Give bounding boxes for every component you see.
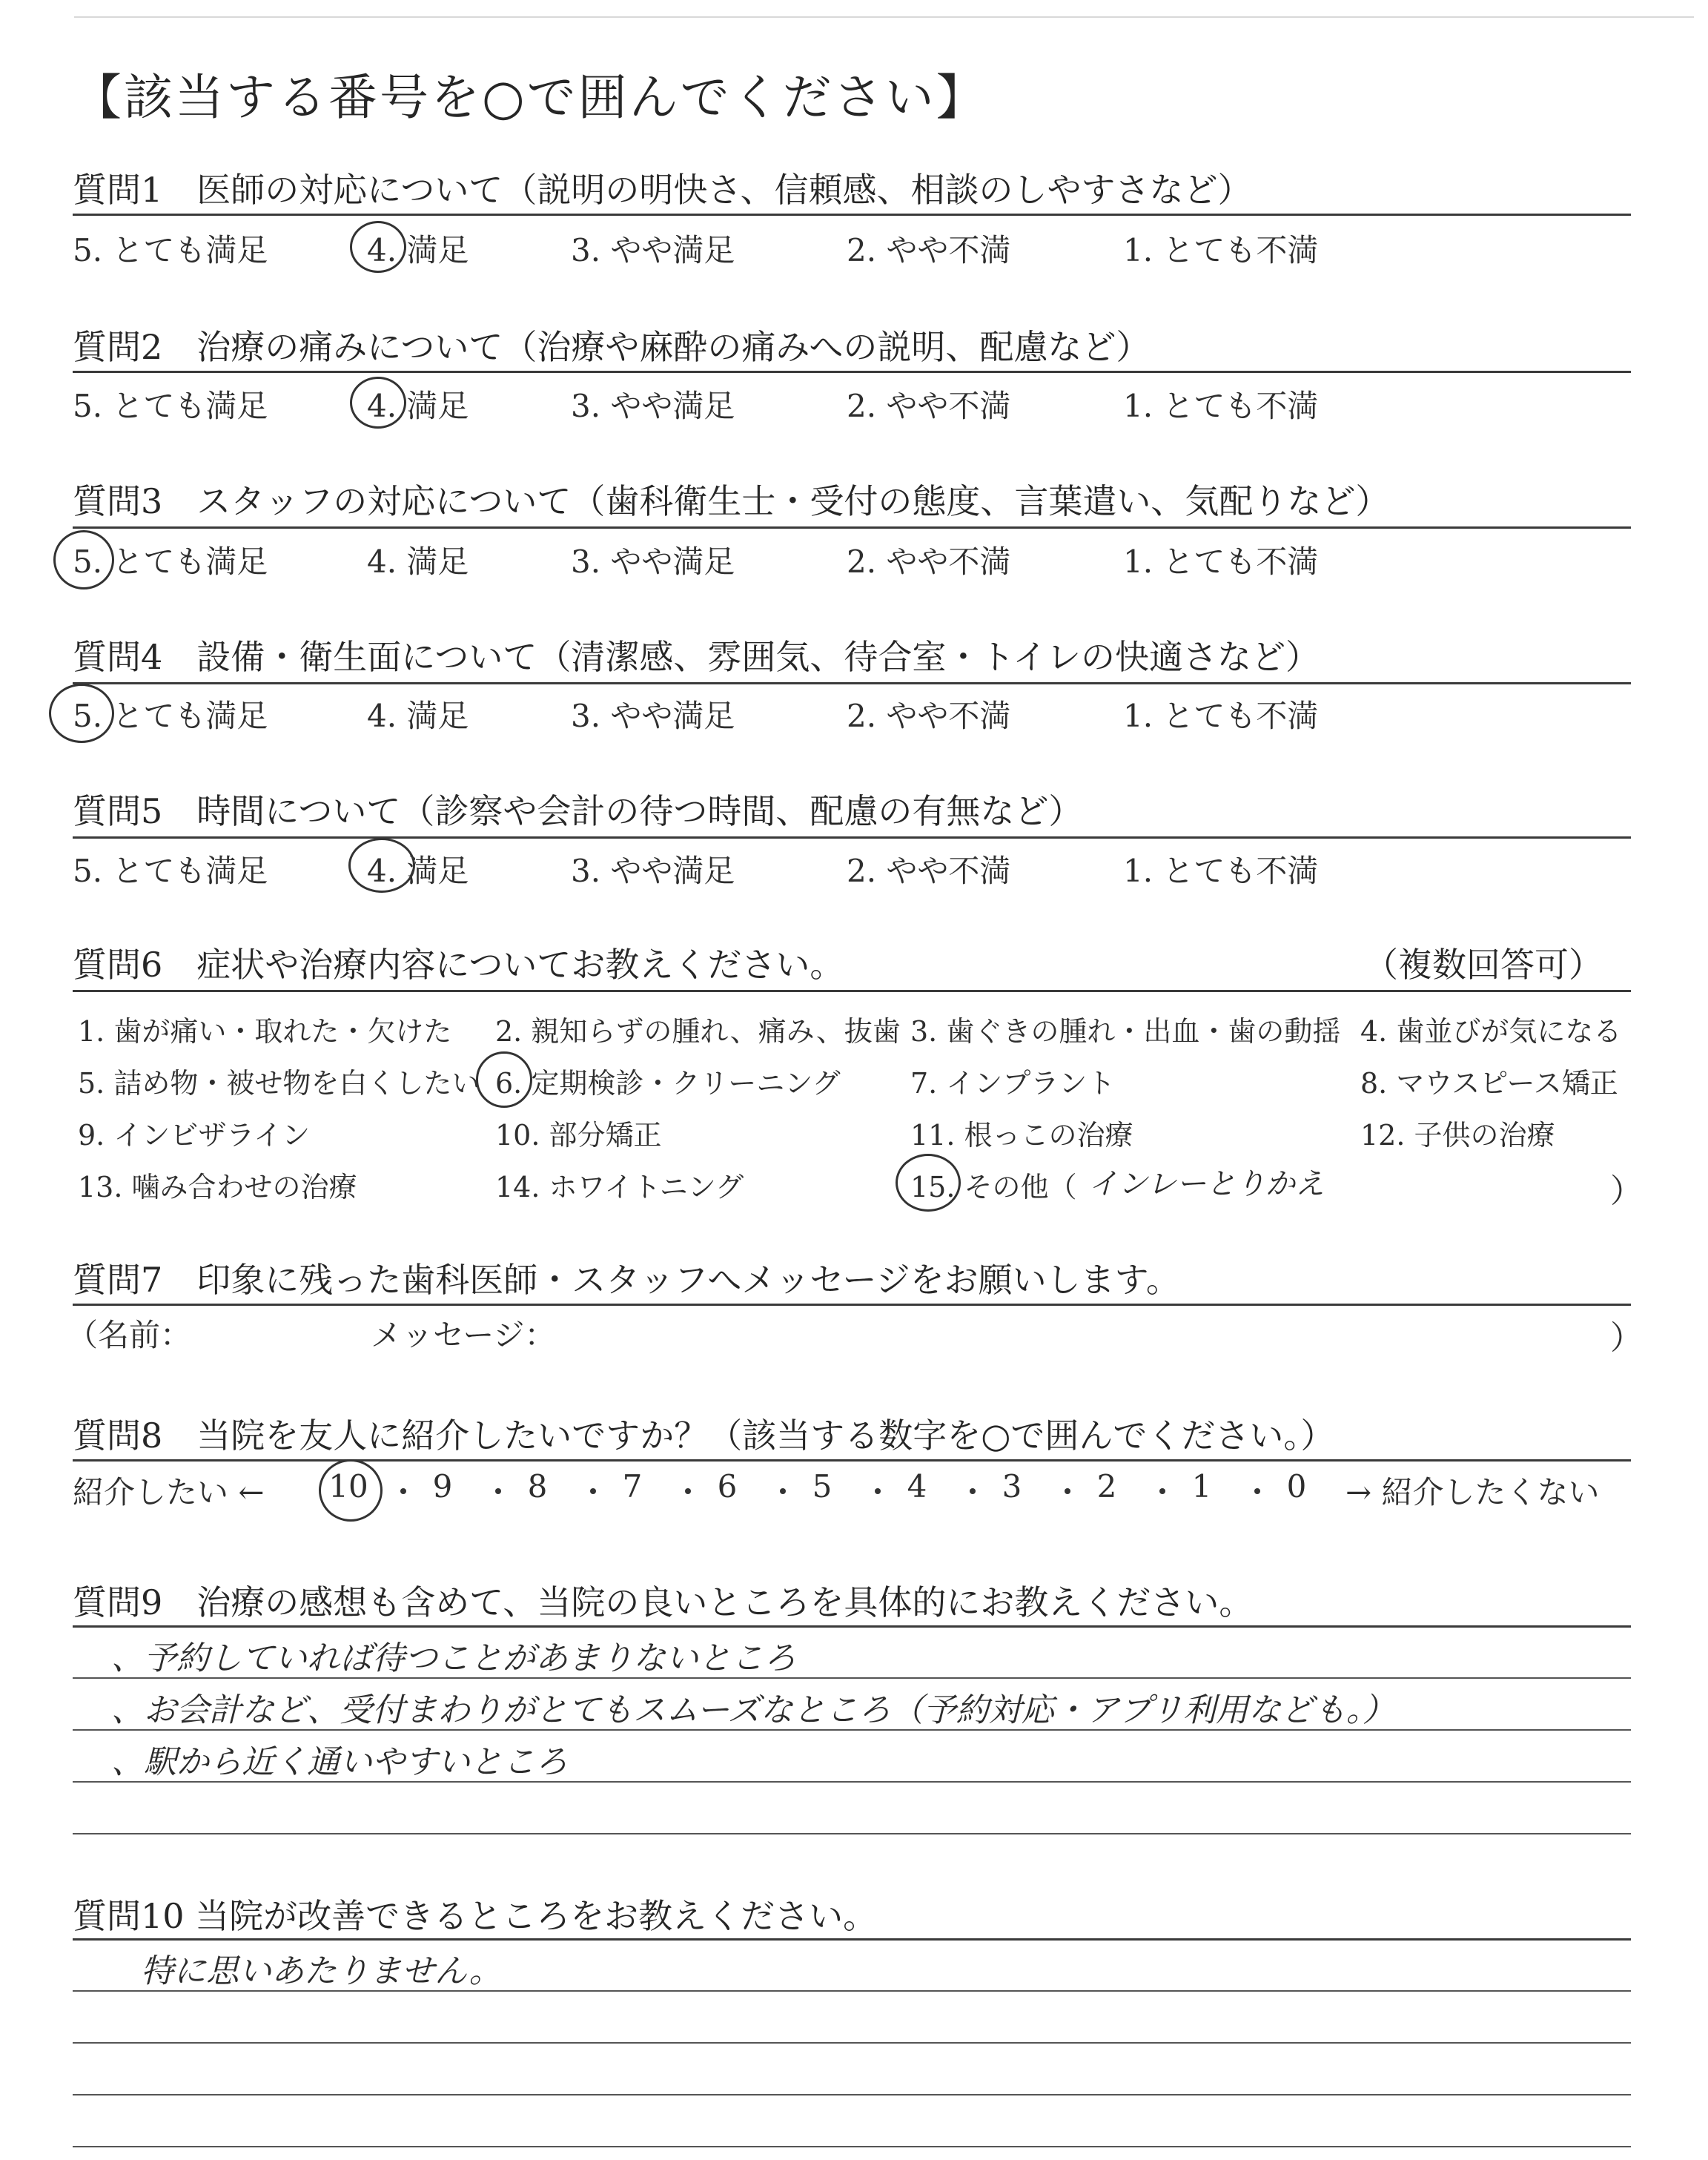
q2-option-4[interactable]: 4. 満足 (367, 388, 469, 424)
q6-option-2[interactable]: 2. 親知らずの腫れ、痛み、抜歯 (495, 1015, 901, 1048)
q3-selection-circle (53, 530, 114, 589)
q6-option-5[interactable]: 5. 詰め物・被せ物を白くしたい (78, 1067, 480, 1100)
q8-separator-dot (400, 1488, 406, 1494)
q6-option-7[interactable]: 7. インプラント (910, 1067, 1116, 1100)
q9-answer-3[interactable]: 、駅から近く通いやすいところ (111, 1743, 568, 1781)
q6-heading: 質問6 症状や治療内容についてお教えください。 (73, 945, 844, 985)
q10-line-3 (73, 2094, 1631, 2095)
q9-line-4 (73, 1833, 1631, 1834)
q1-option-2[interactable]: 2. やや不満 (847, 232, 1011, 268)
q1-option-4[interactable]: 4. 満足 (367, 232, 469, 268)
q8-score-0[interactable]: 0 (1286, 1468, 1307, 1505)
q7-close-paren: ） (1610, 1319, 1643, 1357)
q2-option-5[interactable]: 5. とても満足 (73, 388, 268, 424)
q2-option-2[interactable]: 2. やや不満 (847, 388, 1011, 424)
q4-option-3[interactable]: 3. やや満足 (571, 698, 735, 734)
q6-option-4[interactable]: 4. 歯並びが気になる (1360, 1015, 1622, 1048)
q7-heading: 質問7 印象に残った歯科医師・スタッフへメッセージをお願いします。 (73, 1260, 1180, 1300)
q5-option-1[interactable]: 1. とても不満 (1123, 853, 1319, 889)
q8-score-5[interactable]: 5 (812, 1468, 833, 1505)
q8-right-label: → 紹介したくない (1345, 1474, 1600, 1510)
q6-other-text[interactable]: インレーとりかえ (1088, 1167, 1325, 1201)
q6-option-8[interactable]: 8. マウスピース矯正 (1360, 1067, 1618, 1100)
q5-heading: 質問5 時間について（診察や会計の待つ時間、配慮の有無など） (73, 791, 1083, 831)
q4-heading: 質問4 設備・衛生面について（清潔感、雰囲気、待合室・トイレの快適さなど） (73, 637, 1320, 677)
q8-score-6[interactable]: 6 (717, 1468, 738, 1505)
q6-option-14[interactable]: 14. ホワイトニング (495, 1171, 744, 1203)
q8-selection-circle (319, 1459, 383, 1522)
q8-separator-dot (1254, 1488, 1260, 1494)
q2-rule (73, 371, 1631, 373)
q8-separator-dot (780, 1488, 786, 1494)
q1-option-1[interactable]: 1. とても不満 (1123, 232, 1319, 268)
q4-option-2[interactable]: 2. やや不満 (847, 698, 1011, 734)
q8-score-9[interactable]: 9 (432, 1468, 453, 1505)
q5-option-5[interactable]: 5. とても満足 (73, 853, 268, 889)
q10-answer-1[interactable]: 特に思いあたりません。 (141, 1952, 502, 1990)
q8-separator-dot (1065, 1488, 1070, 1494)
q1-heading: 質問1 医師の対応について（説明の明快さ、信頼感、相談のしやすさなど） (73, 170, 1252, 210)
q4-option-5[interactable]: 5. とても満足 (73, 698, 268, 734)
q8-score-1[interactable]: 1 (1191, 1468, 1212, 1505)
q9-rule (73, 1625, 1631, 1628)
q4-selection-circle (49, 684, 114, 743)
q9-answer-2[interactable]: 、お会計など、受付まわりがとてもスムーズなところ（予約対応・アプリ利用なども。） (111, 1691, 1395, 1729)
q7-rule (73, 1304, 1631, 1306)
q6-option-11[interactable]: 11. 根っこの治療 (910, 1119, 1133, 1152)
q4-option-1[interactable]: 1. とても不満 (1123, 698, 1319, 734)
q6-option-3[interactable]: 3. 歯ぐきの腫れ・出血・歯の動揺 (910, 1015, 1341, 1048)
q6-selection-circle-15 (896, 1154, 961, 1212)
q8-score-2[interactable]: 2 (1096, 1468, 1117, 1505)
q8-rule (73, 1459, 1631, 1462)
q9-heading: 質問9 治療の感想も含めて、当院の良いところを具体的にお教えください。 (73, 1582, 1254, 1622)
q9-answer-1[interactable]: 、予約していれば待つことがあまりないところ (111, 1639, 796, 1677)
q2-heading: 質問2 治療の痛みについて（治療や麻酔の痛みへの説明、配慮など） (73, 327, 1151, 367)
q5-option-3[interactable]: 3. やや満足 (571, 853, 735, 889)
q6-option-13[interactable]: 13. 噛み合わせの治療 (78, 1171, 357, 1203)
q1-rule (73, 214, 1631, 216)
q6-option-15[interactable]: 15. その他（ (910, 1171, 1077, 1203)
q3-option-5[interactable]: 5. とても満足 (73, 544, 268, 580)
q8-separator-dot (875, 1488, 881, 1494)
q6-note: （複数回答可） (1364, 945, 1603, 985)
q7-name-label: （名前： (67, 1317, 192, 1353)
q5-selection-circle (348, 838, 415, 893)
q10-rule (73, 1938, 1631, 1941)
q8-separator-dot (1159, 1488, 1165, 1494)
q8-separator-dot (970, 1488, 976, 1494)
q6-option-12[interactable]: 12. 子供の治療 (1360, 1119, 1555, 1152)
q3-option-4[interactable]: 4. 満足 (367, 544, 469, 580)
q8-score-8[interactable]: 8 (527, 1468, 548, 1505)
q6-rule (73, 990, 1631, 992)
q7-message-label: メッセージ： (371, 1317, 556, 1353)
q6-option-1[interactable]: 1. 歯が痛い・取れた・欠けた (78, 1015, 452, 1048)
q3-rule (73, 526, 1631, 529)
top-border (74, 16, 1694, 18)
q8-score-3[interactable]: 3 (1002, 1468, 1022, 1505)
q6-option-10[interactable]: 10. 部分矯正 (495, 1119, 662, 1152)
q3-option-2[interactable]: 2. やや不満 (847, 544, 1011, 580)
q4-rule (73, 682, 1631, 684)
q3-option-3[interactable]: 3. やや満足 (571, 544, 735, 580)
q8-left-label: 紹介したい ← (73, 1474, 265, 1510)
q6-selection-circle-6 (476, 1051, 532, 1108)
q5-option-4[interactable]: 4. 満足 (367, 853, 469, 889)
q1-selection-circle (350, 221, 406, 273)
q1-option-5[interactable]: 5. とても満足 (73, 232, 268, 268)
q3-option-1[interactable]: 1. とても不満 (1123, 544, 1319, 580)
q10-heading: 質問10 当院が改善できるところをお教えください。 (73, 1896, 878, 1936)
q6-option-6[interactable]: 6. 定期検診・クリーニング (495, 1067, 841, 1100)
q5-option-2[interactable]: 2. やや不満 (847, 853, 1011, 889)
q3-heading: 質問3 スタッフの対応について（歯科衛生士・受付の態度、言葉遣い、気配りなど） (73, 481, 1390, 521)
q10-line-2 (73, 2042, 1631, 2044)
q2-option-1[interactable]: 1. とても不満 (1123, 388, 1319, 424)
q4-option-4[interactable]: 4. 満足 (367, 698, 469, 734)
q5-rule (73, 836, 1631, 839)
q8-heading: 質問8 当院を友人に紹介したいですか？（該当する数字を○で囲んでください。） (73, 1416, 1335, 1456)
form-title: 【該当する番号を○で囲んでください】 (73, 69, 987, 126)
q10-line-4 (73, 2146, 1631, 2147)
q6-close-paren: ） (1610, 1172, 1643, 1210)
q6-option-9[interactable]: 9. インビザライン (78, 1119, 311, 1152)
q8-score-10[interactable]: 10 (328, 1468, 368, 1505)
q8-score-4[interactable]: 4 (907, 1468, 927, 1505)
q8-separator-dot (495, 1488, 501, 1494)
q2-selection-circle (350, 377, 406, 429)
q8-separator-dot (590, 1488, 596, 1494)
q8-separator-dot (685, 1488, 691, 1494)
q8-score-7[interactable]: 7 (622, 1468, 643, 1505)
q1-option-3[interactable]: 3. やや満足 (571, 232, 735, 268)
q2-option-3[interactable]: 3. やや満足 (571, 388, 735, 424)
